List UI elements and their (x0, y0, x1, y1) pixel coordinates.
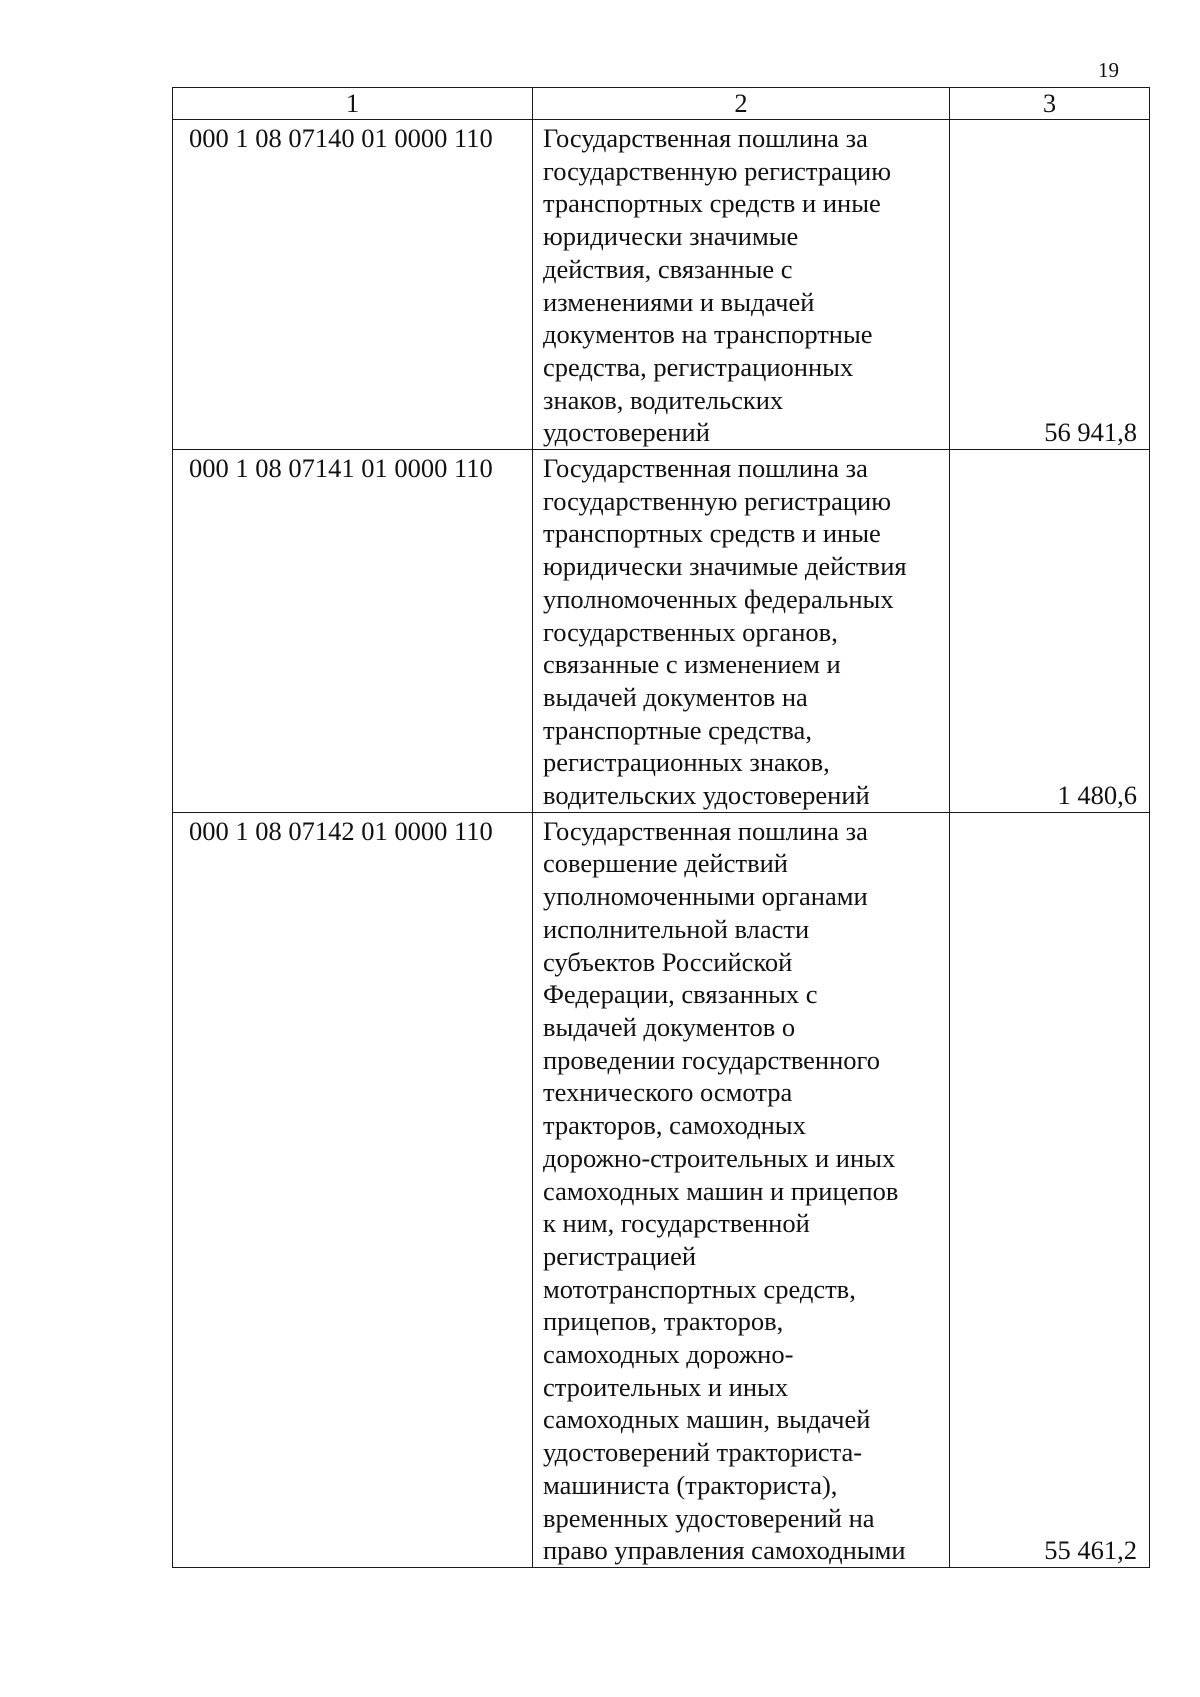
row-name-line: выдачей документов о (543, 1011, 796, 1042)
row-name (533, 812, 950, 1567)
row-name-line: право управления самоходными (543, 1535, 906, 1566)
row-name-line: уполномоченными органами (543, 881, 868, 912)
row-name-line: юридически значимые действия (543, 551, 907, 582)
row-amount: 1 480,6 (950, 450, 1150, 813)
row-name-line: субъектов Российской (543, 946, 793, 977)
row-amount: 56 941,8 (950, 120, 1150, 450)
row-name-line: тракторов, самоходных (543, 1110, 806, 1141)
row-name-line: регистрационных знаков, (543, 747, 830, 778)
row-name-line: Федерации, связанных с (543, 979, 818, 1010)
row-name-line: строительных и иных (543, 1371, 789, 1402)
row-name-line: Государственная пошлина за (543, 123, 868, 153)
row-name-line: удостоверений (543, 417, 710, 448)
row-name-line: транспортные средства, (543, 714, 812, 745)
row-name-line: уполномоченных федеральных (543, 583, 894, 614)
row-name-line: выдачей документов на (543, 681, 808, 712)
row-name-line: самоходных машин и прицепов (543, 1175, 899, 1206)
row-code: 000 1 08 07140 01 0000 110 (173, 120, 533, 450)
table-row (173, 450, 1150, 813)
row-name-line: государственных органов, (543, 616, 838, 647)
row-name-line: государственную регистрацию (543, 155, 892, 186)
row-name-line: самоходных машин, выдачей (543, 1404, 871, 1435)
row-name-line: удостоверений тракториста- (543, 1437, 863, 1468)
column-header-amount: 3 (950, 88, 1150, 120)
row-name-line: технического осмотра (543, 1077, 793, 1108)
row-name-line: исполнительной власти (543, 913, 810, 944)
row-name-line: самоходных дорожно- (543, 1339, 794, 1370)
table-row (173, 120, 1150, 450)
row-code: 000 1 08 07141 01 0000 110 (173, 450, 533, 813)
row-name-line: мототранспортных средств, (543, 1273, 856, 1304)
row-name-line: документов на транспортные (543, 319, 873, 350)
row-name-line: Государственная пошлина за (543, 453, 868, 484)
row-name-line: проведении государственного (543, 1044, 881, 1075)
row-name-line: транспортных средств и иные (543, 518, 881, 549)
row-name-line: водительских удостоверений (543, 780, 870, 811)
row-name-line: транспортных средств и иные (543, 188, 881, 219)
page-number: 19 (1098, 58, 1119, 82)
row-name-line: прицепов, тракторов, (543, 1306, 784, 1337)
row-name-line: машиниста (тракториста), (543, 1469, 838, 1500)
row-name-line: дорожно-строительных и иных (543, 1142, 896, 1173)
row-name-line: к ним, государственной (543, 1208, 810, 1239)
row-name-line: знаков, водительских (543, 384, 784, 415)
row-amount: 55 461,2 (950, 812, 1150, 1567)
row-name-line: изменениями и выдачей (543, 286, 815, 317)
row-name-line: юридически значимые (543, 221, 799, 252)
column-header-name: 2 (533, 88, 950, 120)
row-name (533, 450, 950, 813)
row-name-line: совершение действий (543, 848, 788, 879)
row-code: 000 1 08 07142 01 0000 110 (173, 812, 533, 1567)
row-name-line: средства, регистрационных (543, 351, 854, 382)
row-name-line: связанные с изменением и (543, 649, 841, 680)
row-name-line: действия, связанные с (543, 253, 793, 284)
table-header-row (173, 88, 1150, 120)
row-name-line: временных удостоверений на (543, 1502, 875, 1533)
row-name (533, 120, 950, 450)
budget-revenue-table (172, 87, 1150, 1568)
row-name-line: государственную регистрацию (543, 485, 892, 516)
column-header-code: 1 (173, 88, 533, 120)
row-name-line: регистрацией (543, 1240, 697, 1271)
table-row (173, 812, 1150, 1567)
row-name-line: Государственная пошлина за (543, 815, 868, 846)
